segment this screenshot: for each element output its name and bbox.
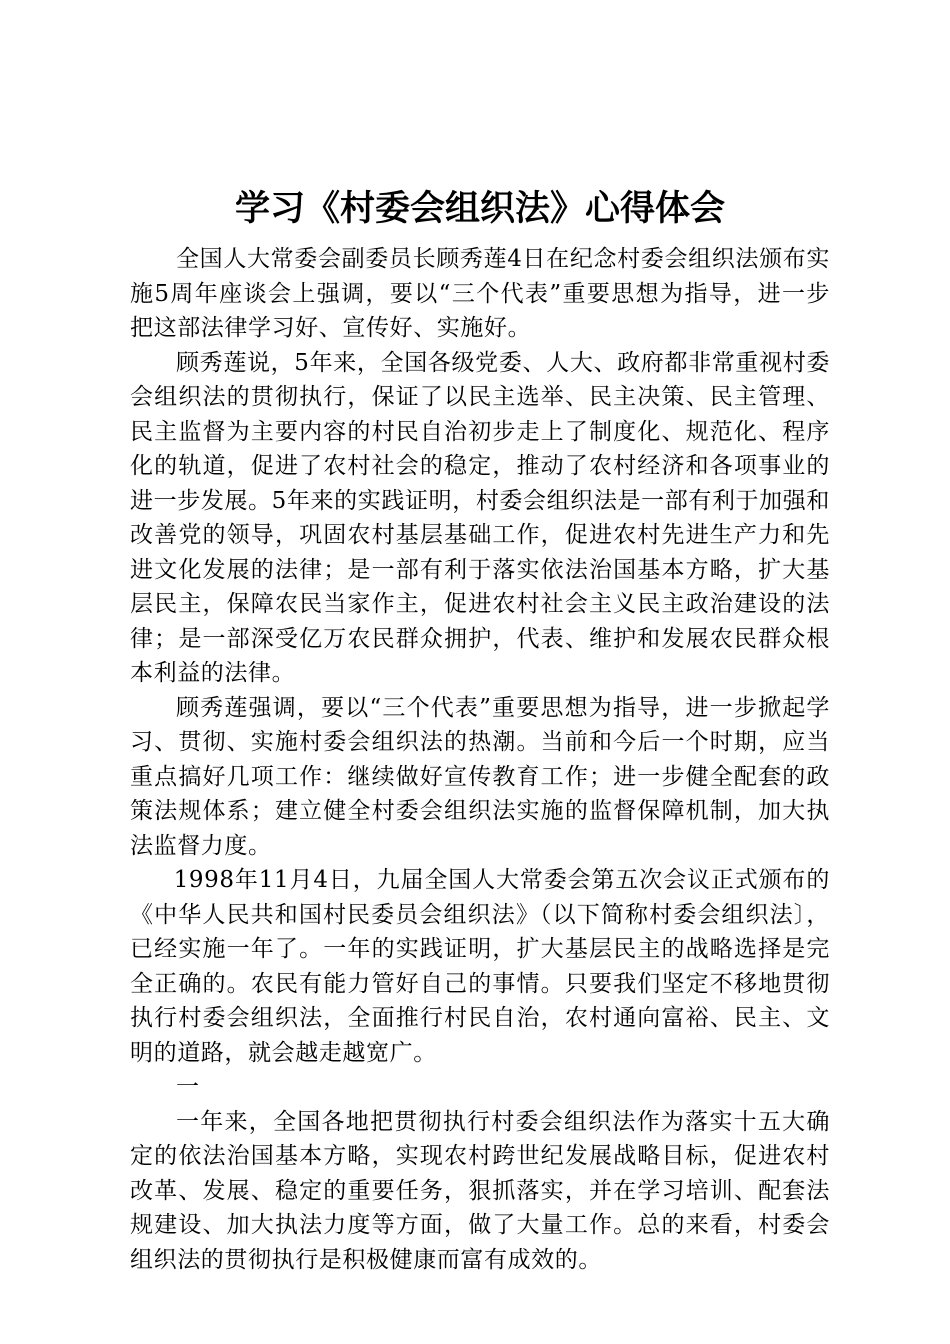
paragraph-2: 顾秀莲说，5年来，全国各级党委、人大、政府都非常重视村委会组织法的贯彻执行，保证了以民主选举、民主决策、民主管理、民主监督为主要内容的村民自治初步走上了制度化、规范化、程序化的轨道，促进了农村社会的稳定，推动了农村经济和各项事业的进一步发展。5年来的实践证明，村委会组织法是一部有利于加强和改善党的领导，巩固农村基层基础工作，促进农村先进生产力和先进文化发展的法律；是一部有利于落实依法治国基本方略，扩大基层民主，保障农民当家作主，促进农村社会主义民主政治建设的法律；是一部深受亿万农民群众拥护，代表、维护和发展农民群众根本利益的法律。: [130, 349, 830, 686]
paragraph-1: 全国人大常委会副委员长顾秀莲4日在纪念村委会组织法颁布实施5周年座谈会上强调，要以“三个代表”重要思想为指导，进一步把这部法律学习好、宣传好、实施好。: [130, 246, 830, 341]
document-page: [130, 180, 830, 1277]
paragraph-5: 一年来，全国各地把贯彻执行村委会组织法作为落实十五大确定的依法治国基本方略，实现农村跨世纪发展战略目标，促进农村改革、发展、稳定的重要任务，狠抓落实，并在学习培训、配套法规建设、加大执法力度等方面，做了大量工作。总的来看，村委会组织法的贯彻执行是积极健康而富有成效的。: [130, 1108, 830, 1273]
paragraph-3: 顾秀莲强调，要以“三个代表”重要思想为指导，进一步掀起学习、贯彻、实施村委会组织法的热潮。当前和今后一个时期，应当重点搞好几项工作：继续做好宣传教育工作；进一步健全配套的政策法规体系；建立健全村委会组织法实施的监督保障机制，加大执法监督力度。: [130, 694, 830, 859]
document-title: 学习《村委会组织法》心得体会: [234, 189, 725, 229]
paragraph-4: 1998年11月4日，九届全国人大常委会第五次会议正式颁布的《中华人民共和国村民委员会组织法》（以下简称村委会组织法〕，已经实施一年了。一年的实践证明，扩大基层民主的战略选择是完全正确的。农民有能力管好自己的事情。只要我们坚定不移地贯彻执行村委会组织法，全面推行村民自治，农村通向富裕、民主、文明的道路，就会越走越宽广。: [130, 867, 830, 1066]
section-heading-one: 一: [176, 1074, 200, 1100]
